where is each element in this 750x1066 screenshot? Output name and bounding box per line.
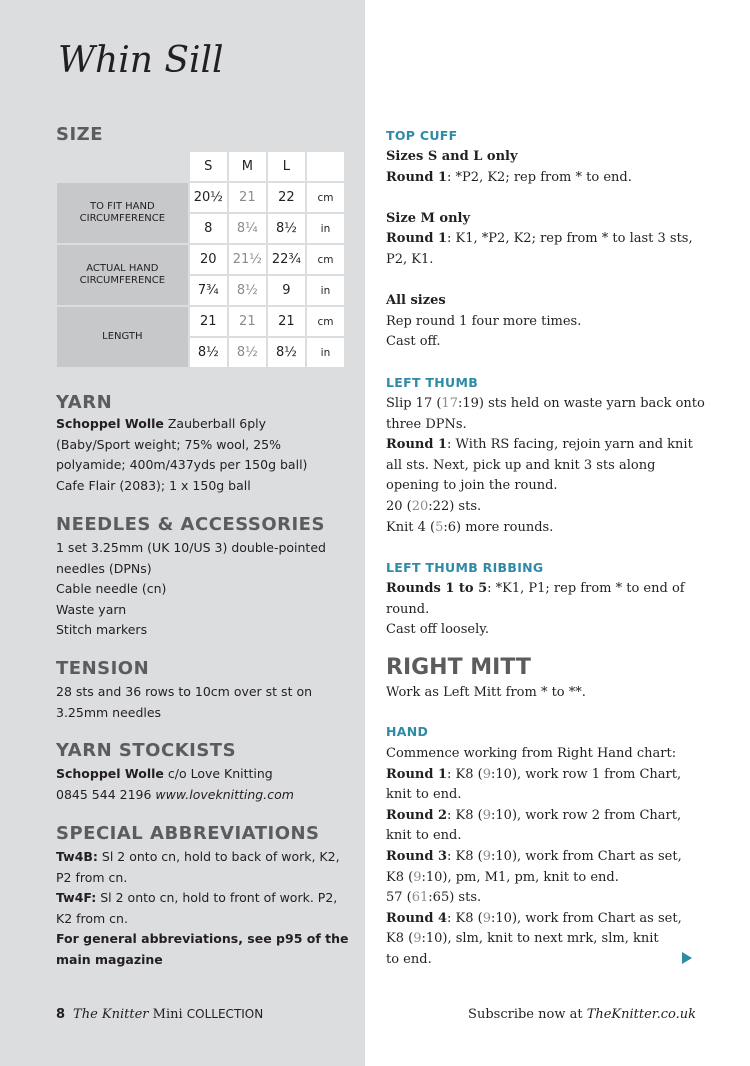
unit-cell: in	[307, 214, 344, 243]
stockist-web-link[interactable]: www.loveknitting.com	[155, 786, 294, 802]
right-mitt-text: Work as Left Mitt from * to **.	[386, 685, 586, 700]
tension-heading: TENSION	[56, 658, 150, 679]
general-abbrev-note: main magazine	[56, 951, 163, 967]
size-value-m: 20	[411, 498, 429, 514]
table-cell: 8½	[268, 214, 305, 243]
table-cell: 22¾	[268, 245, 305, 274]
footer-right	[468, 1007, 696, 1022]
size-value-m: 9	[413, 931, 422, 947]
footer-left	[56, 1007, 263, 1022]
instruction-subhead: All sizes	[386, 293, 446, 309]
abbrev-def: Sl 2 onto cn, hold to back of work, K2,	[97, 849, 340, 864]
subscribe-link[interactable]: TheKnitter.co.uk	[586, 1007, 696, 1022]
table-row	[57, 183, 344, 212]
top-cuff-heading: TOP CUFF	[386, 128, 458, 143]
unit-cell: cm	[307, 307, 344, 336]
row-label: ACTUAL HAND CIRCUMFERENCE	[57, 245, 188, 305]
instruction: : K8 (	[447, 848, 483, 864]
size-header-l: L	[268, 152, 305, 181]
tension-text	[56, 682, 356, 723]
instruction: to end.	[386, 951, 432, 967]
unit-cell: cm	[307, 245, 344, 274]
instruction: Cast off loosely.	[386, 622, 490, 638]
stockist-rest: c/o Love Knitting	[163, 766, 273, 781]
abbrev-heading: SPECIAL ABBREVIATIONS	[56, 823, 320, 844]
stockist-brand: Schoppel Wolle	[56, 766, 164, 781]
instruction: Knit 4 (	[386, 519, 436, 535]
yarn-brand: Schoppel Wolle	[56, 416, 164, 431]
instruction: knit to end.	[386, 828, 462, 844]
blank-cell	[307, 152, 344, 181]
subscribe-text: Subscribe now at	[468, 1007, 587, 1022]
instruction: :6) more rounds.	[443, 519, 554, 535]
table-cell: 21	[229, 183, 266, 212]
round-label: Round 1	[386, 231, 448, 247]
table-cell: 21	[229, 307, 266, 336]
instruction: K8 (	[386, 869, 414, 885]
table-cell: 8	[190, 214, 227, 243]
instruction: P2, K1.	[386, 251, 434, 267]
unit-cell: in	[307, 276, 344, 305]
top-cuff-text	[386, 147, 716, 353]
continue-arrow-icon[interactable]	[682, 952, 692, 964]
instruction-subhead: Size M only	[386, 210, 471, 226]
table-cell: 21	[190, 307, 227, 336]
table-cell: 21½	[229, 245, 266, 274]
round-label: Round 4	[386, 910, 448, 926]
tension-line: 3.25mm needles	[56, 704, 162, 720]
left-thumb-heading: LEFT THUMB	[386, 375, 479, 390]
size-value-m: 9	[482, 766, 492, 782]
instruction: : *P2, K2; rep from * to end.	[447, 169, 632, 185]
left-thumb-ribbing-text	[386, 579, 716, 641]
yarn-text	[56, 414, 356, 496]
list-item: Cable needle (cn)	[56, 581, 167, 596]
yarn-line: (Baby/Sport weight; 75% wool, 25%	[56, 436, 281, 452]
instruction: : With RS facing, rejoin yarn and knit	[447, 437, 693, 453]
round-label: Round 1	[386, 437, 448, 453]
instruction: opening to join the round.	[386, 478, 558, 494]
unit-cell: in	[307, 338, 344, 367]
size-value-m: 9	[482, 807, 492, 823]
table-row	[57, 245, 344, 274]
tension-line: 28 sts and 36 rows to 10cm over st st on	[56, 684, 313, 699]
round-label: Round 1	[386, 169, 448, 185]
size-heading: SIZE	[56, 124, 104, 145]
table-cell: 21	[268, 307, 305, 336]
instruction: :22) sts.	[428, 498, 482, 514]
instruction: knit to end.	[386, 787, 462, 803]
list-item: Waste yarn	[56, 601, 127, 617]
instruction: round.	[386, 601, 430, 617]
size-value-m: 17	[441, 396, 458, 411]
instruction: : *K1, P1; rep from * to end of	[487, 581, 685, 596]
table-cell: 8¼	[229, 214, 266, 243]
instruction: :10), slm, knit to next mrk, slm, knit	[421, 931, 659, 947]
yarn-heading: YARN	[56, 392, 113, 413]
yarn-name: Zauberball 6ply	[163, 416, 267, 431]
page-title: Whin Sill	[58, 40, 224, 81]
magazine-collection: COLLECTION	[186, 1007, 264, 1021]
round-label: Round 3	[386, 848, 448, 864]
instruction: : K8 (	[447, 807, 483, 823]
blank-cell	[57, 152, 188, 181]
instruction: :10), pm, M1, pm, knit to end.	[421, 869, 619, 885]
page-number: 8	[56, 1007, 66, 1022]
hand-text	[386, 744, 716, 971]
stockist-phone: 0845 544 2196	[56, 786, 156, 802]
instruction: : K8 (	[447, 766, 483, 782]
instruction-subhead: Sizes S and L only	[386, 149, 518, 164]
abbrev-text	[56, 847, 356, 970]
size-header-m: M	[229, 152, 266, 181]
abbrev-label: Tw4F:	[56, 890, 97, 905]
instruction: all sts. Next, pick up and knit 3 sts along	[386, 457, 656, 473]
stockists-heading: YARN STOCKISTS	[56, 740, 237, 761]
round-label: Round 2	[386, 807, 448, 823]
size-header-row	[57, 152, 344, 181]
left-thumb-ribbing-heading: LEFT THUMB RIBBING	[386, 560, 544, 575]
instruction: :10), work row 2 from Chart,	[491, 807, 682, 823]
instruction: Cast off.	[386, 334, 441, 350]
needles-heading: NEEDLES & ACCESSORIES	[56, 514, 325, 535]
instruction: three DPNs.	[386, 416, 467, 432]
instruction: :19) sts held on waste yarn back onto	[457, 396, 705, 411]
table-row	[57, 307, 344, 336]
size-value-m: 9	[413, 869, 422, 885]
table-cell: 8½	[190, 338, 227, 367]
instruction: : K1, *P2, K2; rep from * to last 3 sts,	[447, 231, 693, 247]
instruction: :10), work from Chart as set,	[491, 910, 682, 926]
unit-cell: cm	[307, 183, 344, 212]
general-abbrev-note: For general abbreviations, see p95 of the	[56, 931, 349, 946]
needles-text	[56, 538, 356, 641]
row-label: LENGTH	[57, 307, 188, 367]
yarn-line: Cafe Flair (2083); 1 x 150g ball	[56, 477, 251, 493]
size-value-m: 9	[482, 848, 492, 864]
size-value-m: 5	[435, 519, 444, 535]
yarn-line: polyamide; 400m/437yds per 150g ball)	[56, 457, 308, 472]
abbrev-label: Tw4B:	[56, 849, 98, 864]
table-cell: 20	[190, 245, 227, 274]
magazine-name: The Knitter	[73, 1007, 149, 1022]
list-item: 1 set 3.25mm (UK 10/US 3) double-pointed	[56, 540, 326, 555]
right-mitt-heading: RIGHT MITT	[386, 655, 531, 680]
round-label: Rounds 1 to 5	[386, 581, 488, 596]
stockists-text	[56, 764, 356, 805]
table-cell: 8½	[268, 338, 305, 367]
instruction: :10), work from Chart as set,	[491, 848, 682, 864]
abbrev-def: Sl 2 onto cn, hold to front of work. P2,	[96, 890, 338, 905]
instruction: K8 (	[386, 931, 414, 947]
size-value-m: 9	[482, 910, 492, 926]
table-cell: 8½	[229, 338, 266, 367]
size-table	[55, 150, 346, 369]
abbrev-def: K2 from cn.	[56, 910, 128, 926]
round-label: Round 1	[386, 766, 448, 782]
instruction: Commence working from Right Hand chart:	[386, 746, 677, 761]
magazine-mini: Mini	[148, 1007, 187, 1022]
row-label: TO FIT HAND CIRCUMFERENCE	[57, 183, 188, 243]
table-cell: 9	[268, 276, 305, 305]
hand-heading: HAND	[386, 724, 429, 739]
instruction: : K8 (	[447, 910, 483, 926]
list-item: needles (DPNs)	[56, 560, 152, 576]
instruction: 57 (	[386, 890, 412, 906]
table-cell: 20½	[190, 183, 227, 212]
instruction: 20 (	[386, 498, 412, 514]
instruction: Slip 17 (	[386, 396, 442, 411]
size-header-s: S	[190, 152, 227, 181]
instruction: :10), work row 1 from Chart,	[491, 766, 682, 782]
table-cell: 7¾	[190, 276, 227, 305]
abbrev-def: P2 from cn.	[56, 869, 128, 885]
instruction: :65) sts.	[428, 890, 482, 906]
left-thumb-text	[386, 394, 716, 538]
instruction: Rep round 1 four more times.	[386, 313, 582, 329]
size-value-m: 61	[411, 890, 429, 906]
table-cell: 8½	[229, 276, 266, 305]
table-cell: 22	[268, 183, 305, 212]
list-item: Stitch markers	[56, 622, 148, 637]
